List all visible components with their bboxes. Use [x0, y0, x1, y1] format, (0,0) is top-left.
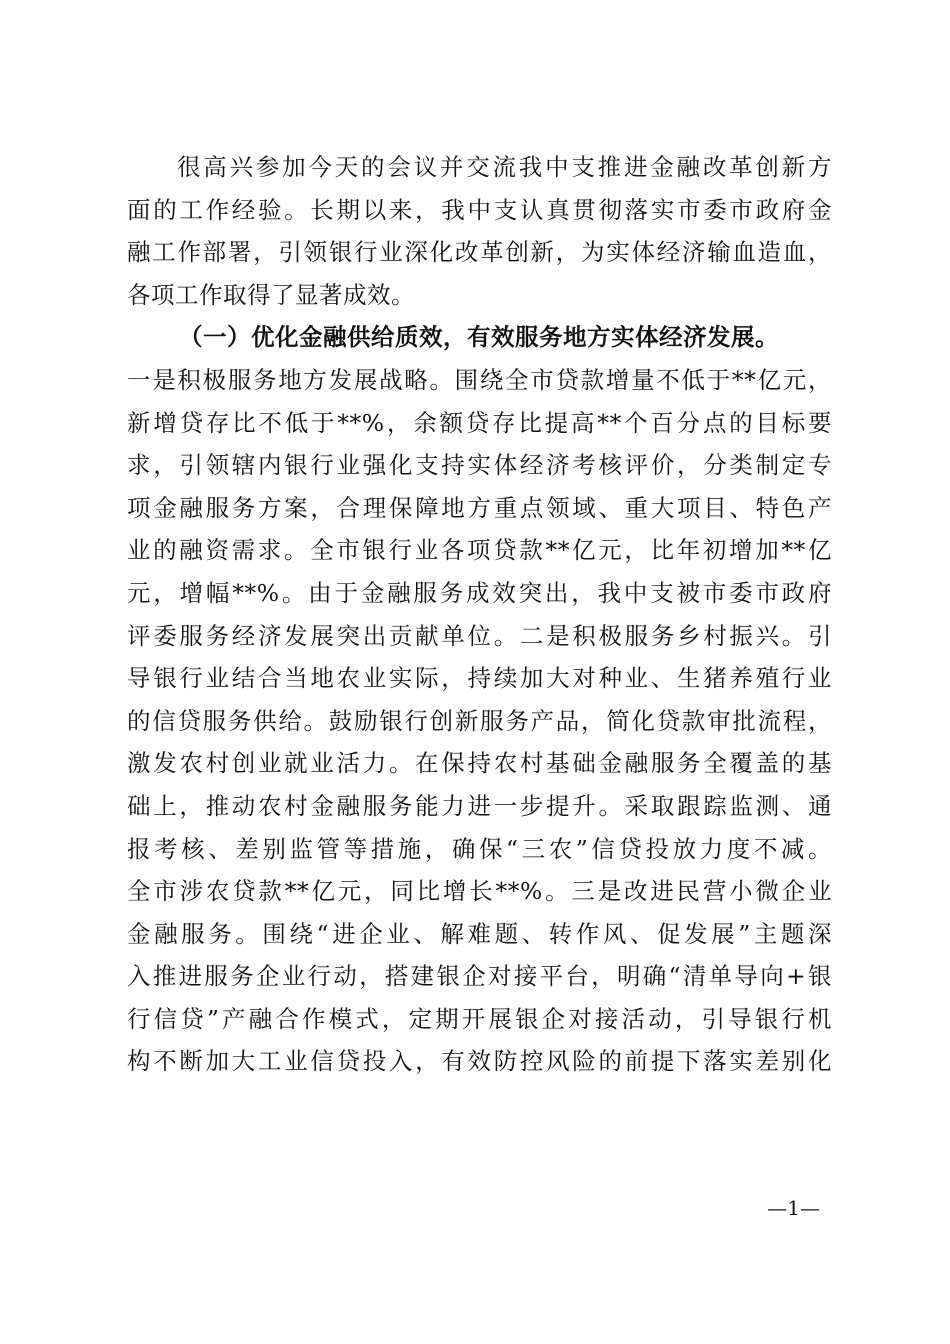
paragraph-2-line-13: 全市涉农贷款**亿元，同比增长**%。三是改进民营小微企业 — [127, 877, 832, 906]
paragraph-2-line-3: 求，引领辖内银行业强化支持实体经济考核评价，分类制定专 — [127, 451, 832, 480]
paragraph-1-line-3: 融工作部署，引领银行业深化改革创新，为实体经济输血造血， — [127, 238, 832, 267]
paragraph-2-line-2: 新增贷存比不低于**%，余额贷存比提高**个百分点的目标要 — [127, 408, 832, 437]
paragraph-2-line-11: 础上，推动农村金融服务能力进一步提升。采取跟踪监测、通 — [127, 791, 832, 820]
paragraph-2-line-9: 的信贷服务供给。鼓励银行创新服务产品，简化贷款审批流程， — [127, 706, 832, 735]
paragraph-2-line-8: 导银行业结合当地农业实际，持续加大对种业、生猪养殖行业 — [127, 664, 832, 693]
paragraph-2-line-5: 业的融资需求。全市银行业各项贷款**亿元，比年初增加**亿 — [127, 536, 832, 565]
body-text — [127, 146, 832, 1083]
paragraph-2-line-7: 评委服务经济发展突出贡献单位。二是积极服务乡村振兴。引 — [127, 621, 832, 650]
paragraph-2-line-1: 一是积极服务地方发展战略。围绕全市贷款增量不低于**亿元， — [127, 365, 832, 394]
page-number: —1— — [767, 1196, 820, 1220]
paragraph-2-line-6: 元，增幅**%。由于金融服务成效突出，我中支被市委市政府 — [127, 578, 832, 607]
paragraph-1-line-1: 很高兴参加今天的会议并交流我中支推进金融改革创新方 — [177, 153, 832, 181]
section-heading: （一）优化金融供给质效，有效服务地方实体经济发展。 — [179, 323, 779, 352]
paragraph-2-line-10: 激发农村创业就业活力。在保持农村基础金融服务全覆盖的基 — [127, 749, 832, 778]
paragraph-2-line-17: 构不断加大工业信贷投入，有效防控风险的前提下落实差别化 — [127, 1047, 832, 1076]
paragraph-2-line-15: 入推进服务企业行动，搭建银企对接平台，明确“清单导向+银 — [127, 962, 832, 991]
paragraph-2-line-12: 报考核、差别监管等措施，确保“三农”信贷投放力度不减。 — [127, 834, 832, 863]
paragraph-1-line-2: 面的工作经验。长期以来，我中支认真贯彻落实市委市政府金 — [127, 195, 832, 224]
paragraph-2-line-16: 行信贷”产融合作模式，定期开展银企对接活动，引导银行机 — [127, 1004, 832, 1033]
paragraph-1-line-4: 各项工作取得了显著成效。 — [127, 280, 415, 309]
paragraph-2-line-4: 项金融服务方案，合理保障地方重点领域、重大项目、特色产 — [127, 493, 832, 522]
paragraph-2-line-14: 金融服务。围绕“进企业、解难题、转作风、促发展”主题深 — [127, 919, 832, 948]
